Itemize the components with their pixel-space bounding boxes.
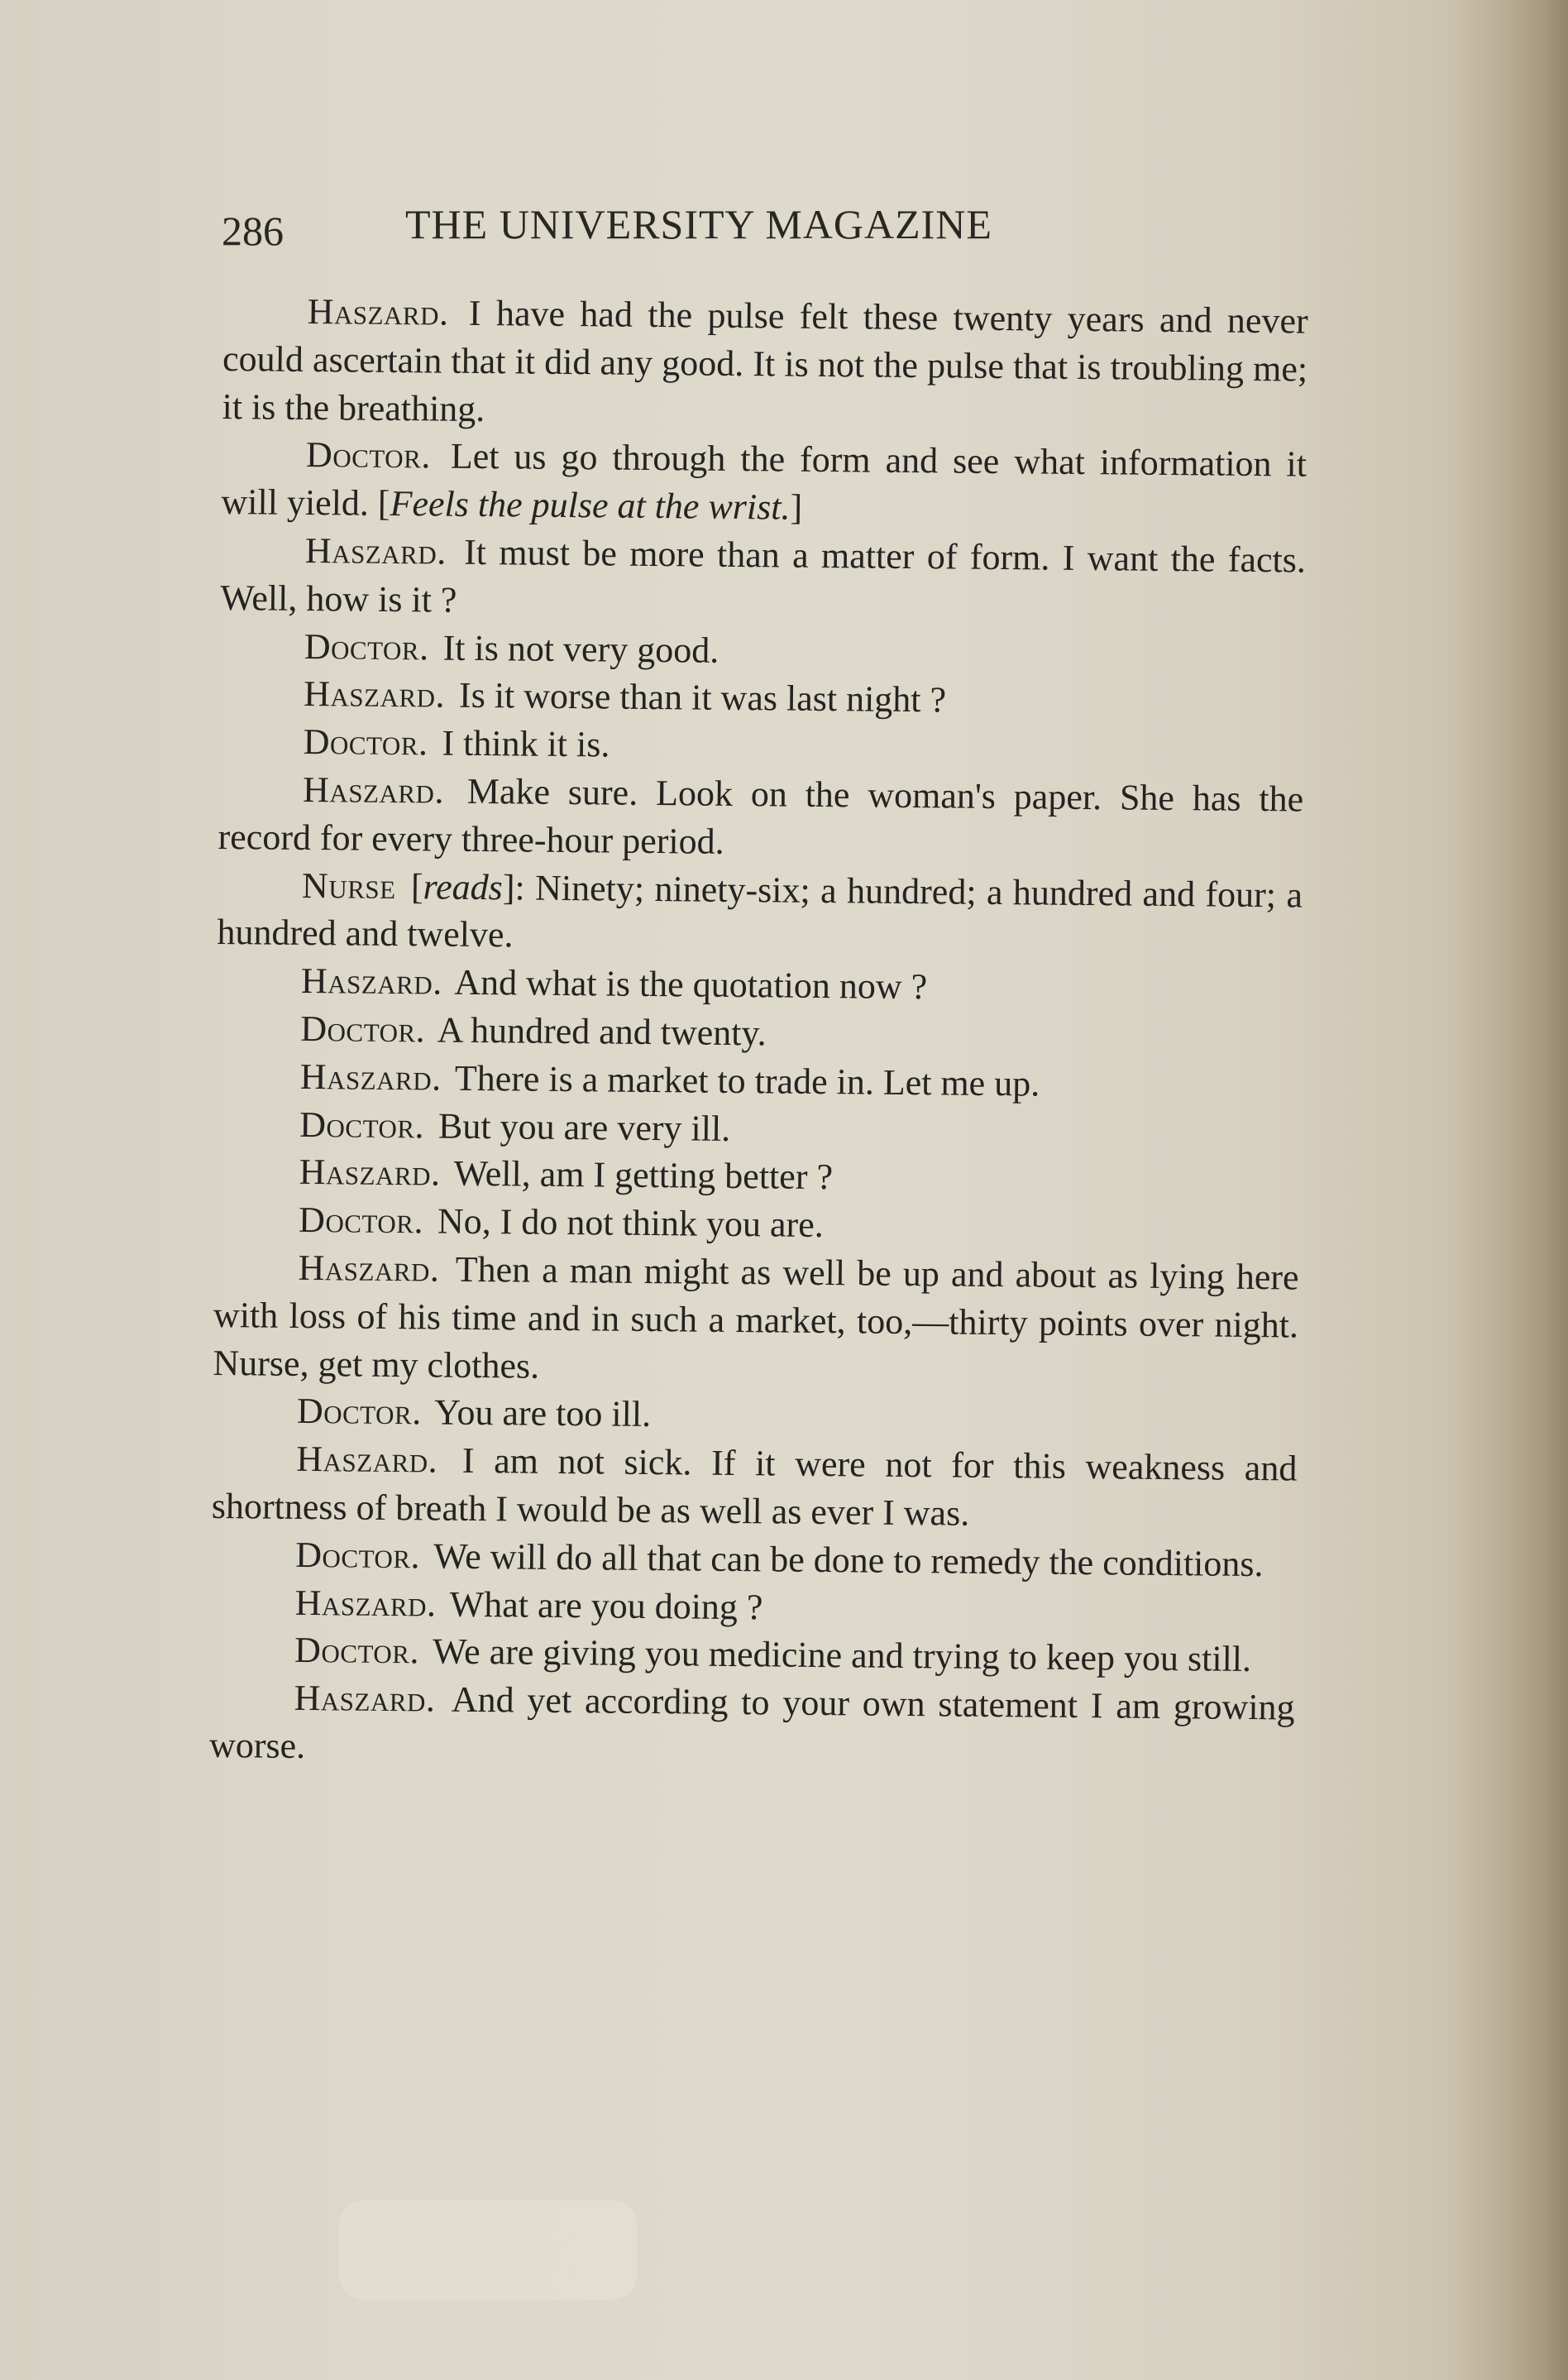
page-number: 286 — [222, 208, 284, 254]
speaker-name: Doctor. — [303, 721, 428, 764]
speech-text: And yet according to your own statement I am growing worse. — [208, 1678, 1295, 1766]
running-head — [222, 200, 1131, 258]
speaker-name: Haszard. — [299, 1152, 441, 1194]
speaker-name: Haszard. — [307, 290, 449, 333]
magazine-title: THE UNIVERSITY MAGAZINE — [405, 201, 992, 247]
speech-text: It is not very good. — [442, 627, 719, 671]
speech-text: Is it worse than it was last night ? — [458, 675, 947, 721]
speech-text: Then a man might as well be up and about as lying here with loss of his time and in such a market, too,—thirty points over night. Nurse, get my clothes. — [213, 1248, 1299, 1386]
speech-3 — [220, 526, 1306, 632]
speaker-name: Nurse — [301, 864, 396, 907]
speech-text: You are too ill. — [433, 1391, 652, 1435]
speaker-name: Doctor. — [305, 434, 432, 476]
speaker-name: Haszard. — [300, 960, 442, 1003]
stage-direction-close: ] — [790, 486, 803, 528]
speech-17 — [212, 1434, 1298, 1540]
stage-direction: Feels the pulse at the wrist. — [390, 483, 791, 528]
speech-text: No, I do not think you are. — [437, 1200, 824, 1246]
speaker-name: Doctor. — [304, 625, 429, 668]
stage-direction: reads — [423, 865, 504, 907]
speech-15 — [213, 1243, 1299, 1397]
speech-7 — [218, 765, 1303, 871]
paper-smudge — [339, 2200, 637, 2300]
speech-1 — [222, 287, 1308, 441]
stage-direction-close: ]: — [502, 866, 525, 908]
speaker-name: Haszard. — [294, 1678, 436, 1720]
stage-direction-open: [ — [377, 482, 390, 524]
speech-text: Well, am I getting better ? — [453, 1153, 834, 1198]
speaker-name: Doctor. — [299, 1104, 425, 1146]
speech-text: I am not sick. If it were not for this weakness and shortness of breath I would be as well as ever I was. — [211, 1439, 1298, 1534]
speech-8 — [217, 861, 1303, 967]
speech-text: A hundred and twenty. — [437, 1009, 767, 1054]
speech-21 — [209, 1674, 1295, 1779]
speech-text: Make sure. Look on the woman's paper. She has the record for every three-hour period. — [218, 770, 1304, 862]
speaker-name: Haszard. — [304, 673, 446, 716]
speaker-name: Haszard. — [296, 1439, 438, 1481]
speech-text: Let us go through the form and see what information it will yield. — [221, 436, 1307, 524]
speech-2 — [221, 430, 1307, 536]
speech-text: I have had the pulse felt these twenty years and never could ascertain that it did any good. It is not the pulse that is troubling me; it is the breathing. — [222, 292, 1308, 429]
speech-text: We will do all that can be done to remedy the conditions. — [433, 1535, 1264, 1584]
speaker-name: Haszard. — [298, 1247, 440, 1290]
speaker-name: Haszard. — [294, 1582, 437, 1625]
speech-text: I think it is. — [442, 722, 610, 765]
speaker-name: Haszard. — [304, 529, 447, 572]
speech-text: Ninety; ninety-six; a hundred; a hundred and four; a hundred and twelve. — [217, 867, 1303, 955]
speaker-name: Doctor. — [300, 1008, 426, 1051]
speaker-name: Doctor. — [298, 1200, 424, 1242]
dialogue-text — [209, 287, 1308, 1779]
speech-text: It must be more than a matter of form. I want the facts. Well, how is it ? — [220, 531, 1307, 620]
speech-text: We are giving you medicine and trying to keep you still. — [432, 1631, 1252, 1680]
speech-text: What are you doing ? — [449, 1583, 763, 1627]
speech-text: And what is the quotation now ? — [454, 961, 928, 1008]
stage-direction-open: [ — [410, 865, 423, 907]
speaker-name: Haszard. — [302, 769, 445, 812]
speech-text: There is a market to trade in. Let me up. — [454, 1057, 1040, 1104]
speaker-name: Doctor. — [295, 1534, 421, 1577]
speaker-name: Doctor. — [294, 1630, 420, 1672]
speech-text: But you are very ill. — [437, 1105, 731, 1149]
page-edge-shadow — [1510, 0, 1568, 2380]
speaker-name: Doctor. — [296, 1391, 422, 1433]
speaker-name: Haszard. — [299, 1056, 442, 1099]
